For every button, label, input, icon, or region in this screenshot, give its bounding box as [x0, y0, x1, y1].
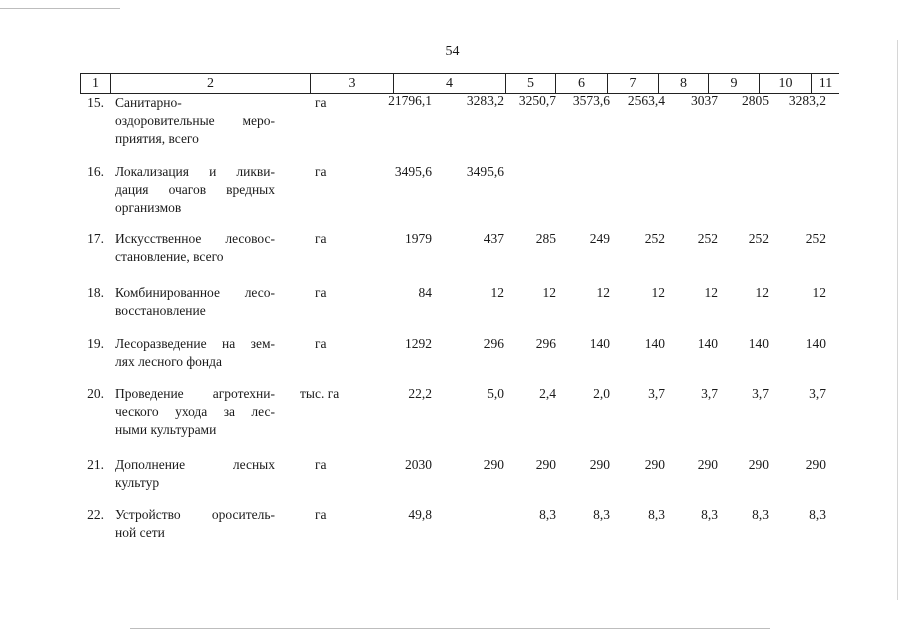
row-name-word: лесо-: [244, 285, 275, 300]
row-value-col-5: 296: [483, 336, 504, 351]
row-name-word: за: [223, 404, 236, 419]
row-name-word: зем-: [250, 336, 275, 351]
row-value-col-6: 285: [535, 231, 556, 246]
row-value-col-7: 140: [589, 336, 610, 351]
row-value-col-7: 290: [589, 457, 610, 472]
scan-edge-bottom: [130, 628, 770, 629]
row-name-line: [115, 230, 275, 248]
row-name-line: [115, 456, 275, 474]
row-index: 19.: [87, 336, 104, 351]
row-value-col-4: 1292: [405, 336, 432, 351]
row-value-col-5: 12: [490, 285, 504, 300]
row-name-word: Искусственное: [115, 231, 202, 246]
page-number: 54: [445, 44, 460, 59]
row-name-word: Локализация: [115, 164, 189, 179]
row-value-col-6: 290: [535, 457, 556, 472]
row-value-col-10: 2805: [742, 93, 769, 108]
row-name-line: [115, 284, 275, 302]
row-name-line: [115, 335, 275, 353]
row-name-word: дация: [115, 182, 149, 197]
row-index: 21.: [87, 457, 104, 472]
row-value-col-9: 3037: [691, 93, 718, 108]
row-value-col-9: 12: [704, 285, 718, 300]
row-name-word: ороситель-: [211, 507, 275, 522]
row-name-word: вредных: [226, 182, 275, 197]
row-value-col-5: 3495,6: [466, 164, 504, 179]
table-header-row: [80, 73, 839, 94]
row-value-col-4: 49,8: [408, 507, 432, 522]
row-index: 18.: [87, 285, 104, 300]
row-name-line: становление, всего: [115, 249, 224, 264]
row-value-col-4: 1979: [405, 231, 432, 246]
row-name-word: Лесоразведение: [115, 336, 207, 351]
row-value-col-10: 12: [755, 285, 769, 300]
row-value-col-8: 12: [651, 285, 665, 300]
row-value-col-5: 3283,2: [466, 93, 504, 108]
row-value-col-9: 8,3: [701, 507, 718, 522]
row-value-col-10: 252: [748, 231, 769, 246]
row-name-word: лесных: [232, 457, 275, 472]
row-value-col-11: 3283,2: [788, 93, 826, 108]
column-header: 1: [81, 74, 111, 93]
row-value-col-9: 3,7: [701, 386, 718, 401]
row-name: [115, 335, 275, 371]
row-unit: га: [315, 164, 327, 179]
row-value-col-5: 437: [483, 231, 504, 246]
row-name-word: Комбинированное: [115, 285, 220, 300]
row-value-col-11: 140: [805, 336, 826, 351]
row-name-line: [115, 506, 275, 524]
column-header: 9: [709, 74, 760, 93]
scan-edge-top: [0, 8, 120, 9]
row-value-col-10: 290: [748, 457, 769, 472]
row-unit: тыс. га: [300, 386, 340, 401]
row-name: [115, 94, 275, 148]
row-name-line: ными культурами: [115, 422, 217, 437]
row-name-word: и: [209, 164, 217, 179]
column-header: 3: [311, 74, 394, 93]
row-name-line: организмов: [115, 200, 182, 215]
row-name-word: ухода: [175, 404, 208, 419]
row-value-col-9: 252: [697, 231, 718, 246]
row-name: [115, 163, 275, 217]
row-index: 17.: [87, 231, 104, 246]
row-value-col-7: 249: [589, 231, 610, 246]
row-name-word: очагов: [168, 182, 207, 197]
column-header: 4: [394, 74, 506, 93]
row-name-line: [115, 385, 275, 403]
row-value-col-6: 296: [535, 336, 556, 351]
row-value-col-4: 22,2: [408, 386, 432, 401]
row-value-col-5: 5,0: [487, 386, 504, 401]
column-header: 2: [111, 74, 311, 93]
row-value-col-10: 3,7: [752, 386, 769, 401]
column-header: 11: [818, 76, 833, 91]
row-value-col-8: 8,3: [648, 507, 665, 522]
row-index: 15.: [87, 95, 104, 110]
row-name-line: культур: [115, 475, 160, 490]
row-value-col-8: 290: [644, 457, 665, 472]
row-name: [115, 230, 275, 266]
row-name-line: [115, 403, 275, 421]
row-index: 20.: [87, 386, 104, 401]
row-value-col-11: 8,3: [809, 507, 826, 522]
row-value-col-8: 140: [644, 336, 665, 351]
row-name-line: [115, 112, 275, 130]
column-header: 5: [506, 74, 556, 93]
row-unit: га: [315, 285, 327, 300]
row-index: 22.: [87, 507, 104, 522]
row-name-word: Проведение: [115, 386, 184, 401]
row-name-line: восстановление: [115, 303, 206, 318]
row-name-word: оздоровительные: [115, 113, 215, 128]
row-value-col-9: 290: [697, 457, 718, 472]
row-name-line: [115, 163, 275, 181]
row-value-col-7: 2,0: [593, 386, 610, 401]
row-name-word: агротехни-: [212, 386, 275, 401]
row-name: [115, 284, 275, 320]
row-name-word: лес-: [251, 404, 275, 419]
row-name-line: лях лесного фонда: [115, 354, 223, 369]
column-header: 8: [659, 74, 709, 93]
row-name-word: Дополнение: [115, 457, 186, 472]
row-value-col-7: 3573,6: [572, 93, 610, 108]
row-name-word: ликви-: [236, 164, 275, 179]
row-unit: га: [315, 95, 327, 110]
row-value-col-11: 252: [805, 231, 826, 246]
row-value-col-8: 3,7: [648, 386, 665, 401]
column-header: 7: [608, 74, 659, 93]
row-value-col-8: 2563,4: [627, 93, 665, 108]
row-value-col-10: 140: [748, 336, 769, 351]
scan-edge-right: [897, 40, 898, 600]
column-header: 10: [760, 74, 812, 93]
row-index: 16.: [87, 164, 104, 179]
row-value-col-7: 8,3: [593, 507, 610, 522]
row-value-col-11: 12: [812, 285, 826, 300]
row-value-col-4: 2030: [405, 457, 432, 472]
row-value-col-8: 252: [644, 231, 665, 246]
row-value-col-6: 12: [542, 285, 556, 300]
row-value-col-4: 21796,1: [388, 93, 432, 108]
row-unit: га: [315, 457, 327, 472]
row-name-line: [115, 181, 275, 199]
row-name-line: приятия, всего: [115, 131, 199, 146]
row-value-col-6: 8,3: [539, 507, 556, 522]
row-name-word: лесовос-: [225, 231, 275, 246]
row-value-col-7: 12: [596, 285, 610, 300]
row-unit: га: [315, 231, 327, 246]
row-name: [115, 385, 275, 439]
row-name-word: меро-: [242, 113, 275, 128]
row-name: [115, 456, 275, 492]
row-value-col-4: 84: [418, 285, 432, 300]
row-value-col-11: 3,7: [809, 386, 826, 401]
row-unit: га: [315, 507, 327, 522]
row-value-col-6: 2,4: [539, 386, 556, 401]
row-name-word: на: [222, 336, 236, 351]
row-name-word: ческого: [115, 404, 159, 419]
row-value-col-10: 8,3: [752, 507, 769, 522]
row-value-col-4: 3495,6: [394, 164, 432, 179]
row-name-line: Санитарно-: [115, 95, 182, 110]
row-value-col-9: 140: [697, 336, 718, 351]
row-name-line: ной сети: [115, 525, 165, 540]
row-unit: га: [315, 336, 327, 351]
row-value-col-6: 3250,7: [518, 93, 556, 108]
row-name: [115, 506, 275, 542]
row-value-col-5: 290: [483, 457, 504, 472]
row-value-col-11: 290: [805, 457, 826, 472]
column-header: 6: [556, 74, 608, 93]
row-name-word: Устройство: [115, 507, 181, 522]
